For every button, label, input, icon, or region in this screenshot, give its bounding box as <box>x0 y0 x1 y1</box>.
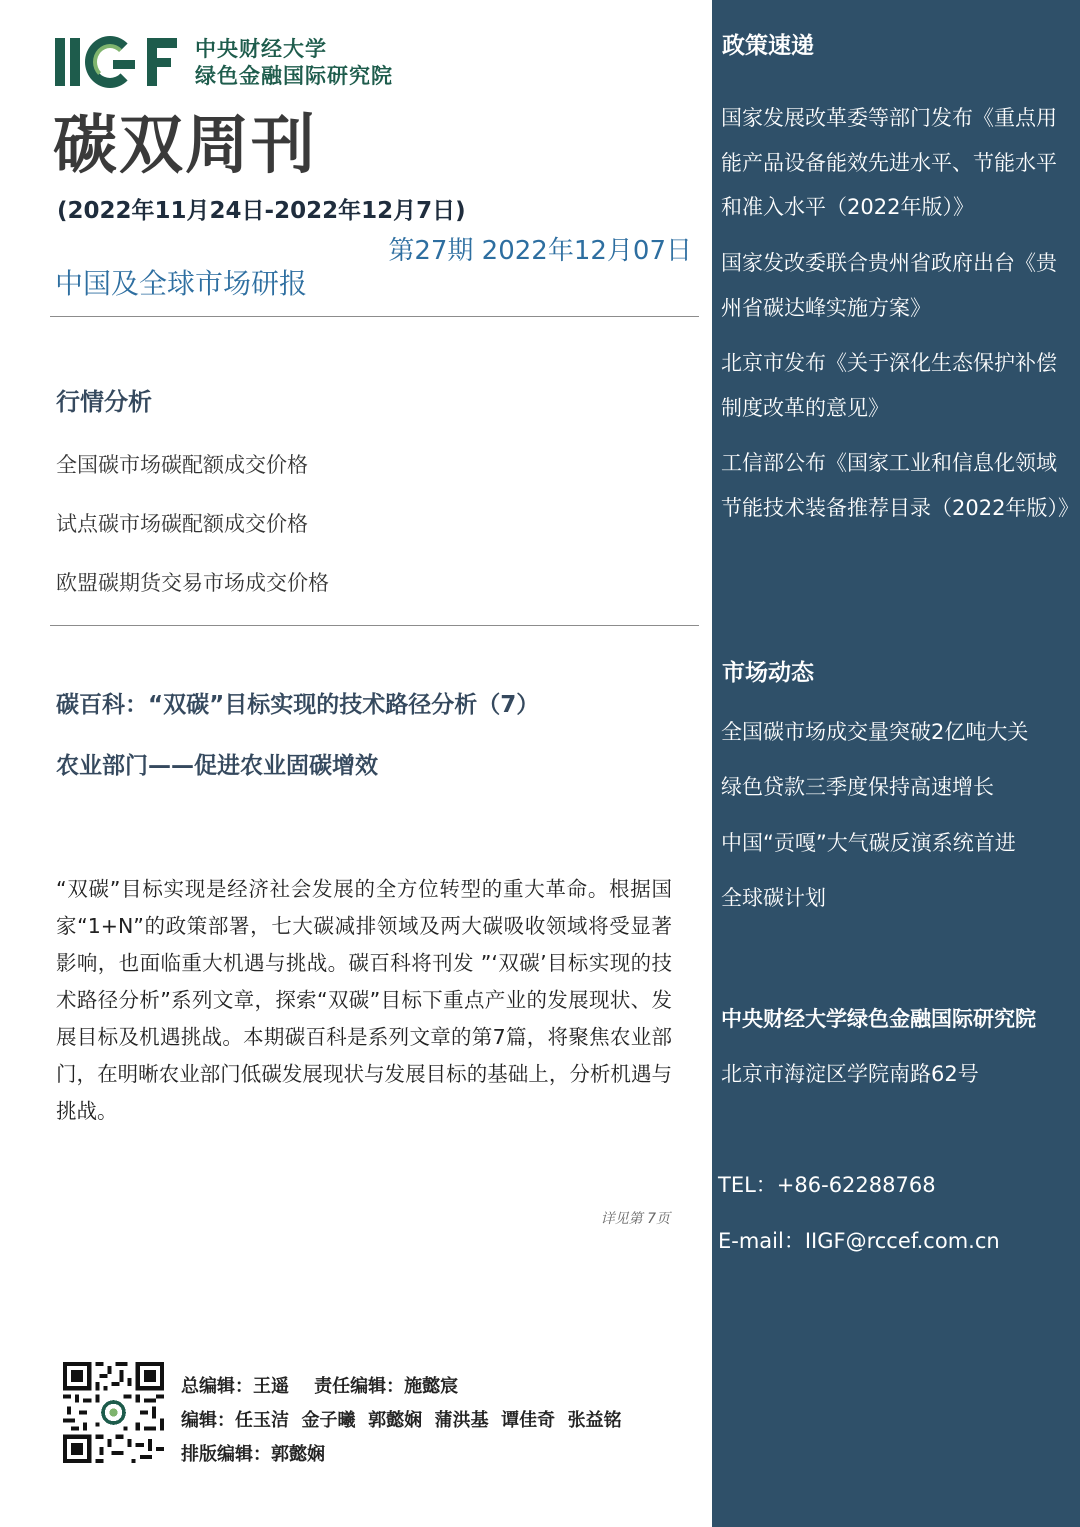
org-name-line2: 绿色金融国际研究院 <box>195 64 393 88</box>
org-address: 北京市海淀区学院南路62号 <box>721 1062 979 1086</box>
market-analysis-item: 试点碳市场碳配额成交价格 <box>56 512 308 536</box>
market-news-item[interactable]: 全球碳计划 <box>721 886 826 910</box>
baike-subtitle: 农业部门——促进农业固碳增效 <box>56 753 378 779</box>
issue-number-date: 第27期 2022年12月07日 <box>388 236 692 266</box>
see-page-link[interactable]: 详见第 7页 <box>600 1211 670 1227</box>
chief-editor-credit: 总编辑：王遥 责任编辑：施懿宸 <box>181 1376 459 1397</box>
market-analysis-heading: 行情分析 <box>56 388 152 416</box>
org-name-line1: 中央财经大学 <box>195 37 327 61</box>
page-title: 碳双周刊 <box>53 109 317 183</box>
market-news-item[interactable]: 绿色贷款三季度保持高速增长 <box>721 775 994 799</box>
contact-email[interactable]: E-mail：IIGF@rccef.com.cn <box>718 1229 1000 1253</box>
policy-item[interactable]: 工信部公布《国家工业和信息化领域节能技术装备推荐目录（2022年版）》 <box>721 451 1079 520</box>
market-news-item[interactable]: 中国“贡嘎”大气碳反演系统首进 <box>721 831 1016 855</box>
logo-letter-g-bar <box>113 60 135 69</box>
layout-editor-credit: 排版编辑：郭懿娴 <box>181 1444 325 1465</box>
org-name-block <box>195 36 393 90</box>
logo-letter-f-mid <box>147 58 171 67</box>
market-news-item[interactable]: 全国碳市场成交量突破2亿吨大关 <box>721 720 1029 744</box>
market-analysis-item: 欧盟碳期货交易市场成交价格 <box>56 571 329 595</box>
qr-code <box>63 1362 164 1463</box>
page-subtitle: 中国及全球市场研报 <box>55 267 308 300</box>
logo-letter-i <box>70 38 80 86</box>
divider <box>50 625 699 626</box>
date-range: (2022年11月24日-2022年12月7日) <box>57 198 466 224</box>
policy-item[interactable]: 国家发改委联合贵州省政府出台《贵州省碳达峰实施方案》 <box>721 251 1057 320</box>
iigf-logo <box>55 36 177 88</box>
org-name: 中央财经大学绿色金融国际研究院 <box>721 1007 1036 1031</box>
baike-body: “双碳”目标实现是经济社会发展的全方位转型的重大革命。根据国家“1+N”的政策部署，七大碳减排领域及两大碳吸收领域将受显著影响，也面临重大机遇与挑战。碳百科将刊发 ”‘双碳’目标实现的技术路径分析”系列文章，探索“双碳”目标下重点产业的发展现状、发展目标及机遇挑战。本期碳百科是系列文章的第7篇，将聚焦农业部门，在明晰农业部门低碳发展现状与发展目标的基础上，分析机遇与挑战。 <box>56 877 672 1123</box>
market-news-heading: 市场动态 <box>722 660 814 686</box>
policy-item[interactable]: 北京市发布《关于深化生态保护补偿制度改革的意见》 <box>721 351 1057 420</box>
logo-letter-i <box>55 38 65 86</box>
logo-letter-f-top <box>147 38 177 48</box>
contact-phone: TEL：+86-62288768 <box>718 1173 936 1197</box>
market-analysis-item: 全国碳市场碳配额成交价格 <box>56 453 308 477</box>
policy-item[interactable]: 国家发展改革委等部门发布《重点用能产品设备能效先进水平、节能水平和准入水平（2022年版）》 <box>721 106 1057 219</box>
divider <box>50 316 699 317</box>
editors-credit: 编辑：任玉洁 金子曦 郭懿娴 蒲洪基 谭佳奇 张益铭 <box>181 1410 622 1431</box>
policy-heading: 政策速递 <box>722 33 814 59</box>
baike-title: 碳百科：“双碳”目标实现的技术路径分析（7） <box>56 692 540 718</box>
